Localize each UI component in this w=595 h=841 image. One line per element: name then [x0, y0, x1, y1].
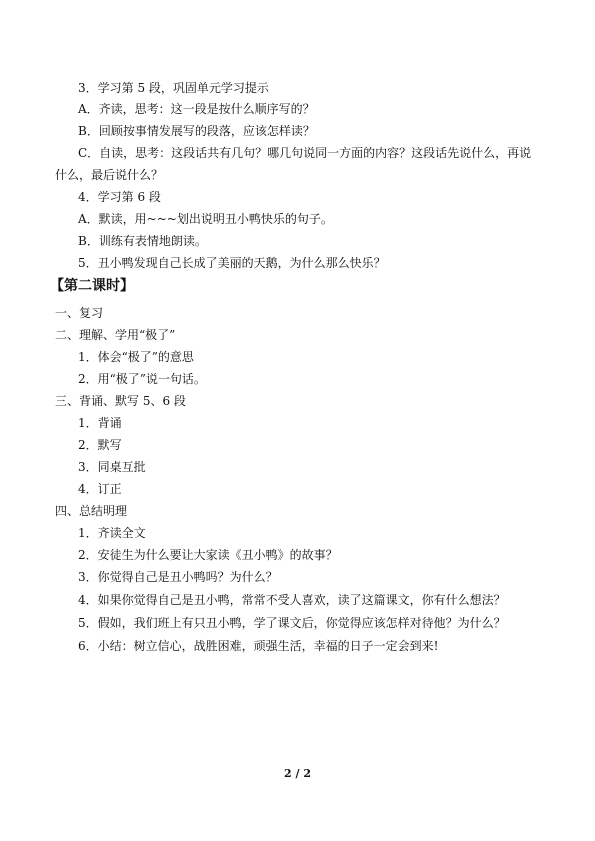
- step-4-b: B．训练有表情地朗读。: [78, 234, 207, 248]
- step-4-heading: 4．学习第 6 段: [78, 190, 161, 204]
- part-3-item-2: 2．默写: [78, 438, 122, 452]
- part-2-item-2: 2．用“极了”说一句话。: [78, 372, 206, 386]
- page-number: 2 / 2: [284, 767, 311, 780]
- part-3-heading: 三、背诵、默写 5、6 段: [55, 394, 186, 408]
- step-5: 5．丑小鸭发现自己长成了美丽的天鹅，为什么那么快乐？: [78, 256, 386, 270]
- part-1-heading: 一、复习: [55, 306, 104, 320]
- part-4-item-1: 1．齐读全文: [78, 526, 146, 540]
- part-4-item-6: 6．小结：树立信心，战胜困难，顽强生活，幸福的日子一定会到来!: [78, 639, 439, 653]
- step-3-b: B．回顾按事情发展写的段落，应该怎样读？: [78, 124, 315, 138]
- lesson-2-title: 【第二课时】: [50, 278, 134, 294]
- step-4-a: A．默读，用~~~划出说明丑小鸭快乐的句子。: [78, 212, 333, 226]
- step-3-a: A．齐读，思考：这一段是按什么顺序写的？: [78, 102, 315, 116]
- part-3-item-1: 1．背诵: [78, 416, 122, 430]
- step-3-c-line1: C．自读，思考：这段话共有几句？哪几句说同一方面的内容？这段话先说什么，再说: [78, 146, 532, 160]
- part-4-heading: 四、总结明理: [55, 504, 128, 518]
- part-4-item-2: 2．安徒生为什么要让大家读《丑小鸭》的故事？: [78, 548, 338, 562]
- step-3-heading: 3．学习第 5 段，巩固单元学习提示: [78, 81, 269, 95]
- part-2-item-1: 1．体会“极了”的意思: [78, 350, 194, 364]
- part-4-item-5: 5．假如，我们班上有只丑小鸭，学了课文后，你觉得应该怎样对待他？为什么？: [78, 616, 506, 630]
- part-3-item-4: 4．订正: [78, 482, 122, 496]
- part-4-item-3: 3．你觉得自己是丑小鸭吗？为什么？: [78, 570, 278, 584]
- step-3-c-line2: 什么，最后说什么？: [55, 168, 164, 182]
- part-2-heading: 二、理解、学用“极了”: [55, 328, 176, 342]
- part-4-item-4: 4．如果你觉得自己是丑小鸭，常常不受人喜欢，读了这篇课文，你有什么想法？: [78, 593, 506, 607]
- part-3-item-3: 3．同桌互批: [78, 460, 146, 474]
